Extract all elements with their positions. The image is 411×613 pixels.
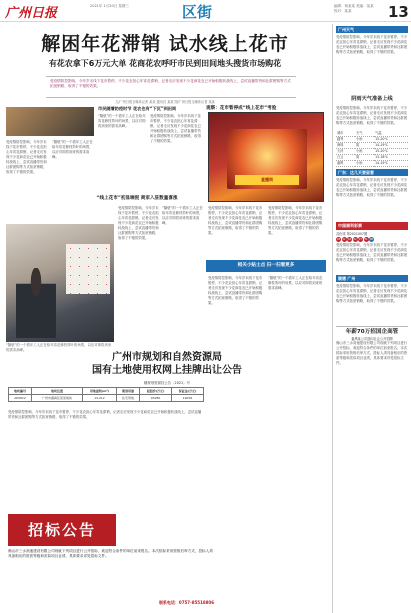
sidebar (332, 24, 408, 613)
sidebar-promo-head: 广州天气 (336, 26, 408, 33)
sidebar-text-1: 受疫情防控影响，今年岁末线下花市暂停，不少花农担心年宵花滞销，记者走访发现不少花商花农已开始积极转战线上，尝试直播带货和社群团购等方式拓宽销路，取得了不错的效果。 (336, 35, 408, 55)
section-title: 区街 (182, 3, 213, 21)
table-cell: 15-20℃ (374, 136, 408, 142)
table-cell: 番禺 (336, 160, 355, 166)
lottery-label: 双色球 第2021007期 (336, 231, 368, 236)
worker-figure (16, 268, 56, 338)
article-column-4: 受疫情防控影响，今年岁末线下花市暂停，不少花农担心年宵花滞销，记者走访发现不少花商花农已开始积极转战线上，尝试直播带货和社群团购等方式拓宽销路，取得了不错的效果。 (118, 206, 159, 240)
article-column-8: 受疫情防控影响，今年岁末线下花市暂停，不少花农担心年宵花滞销，记者走访发现不少花商花农已开始积极转战线上，尝试直播带货和社群团购等方式拓宽销路，取得了不错的效果。 (208, 276, 263, 305)
table-cell: 阴 (355, 154, 374, 160)
article-column-3: 受疫情防控影响，今年岁末线下花市暂停，不少花农担心年宵花滞销，记者走访发现不少花商花农已开始积极转战线上，尝试直播带货和社群团购等方式拓宽销路，取得了不错的效果。 (150, 114, 201, 143)
table-cell: 15-20℃ (374, 148, 408, 154)
flower-pots (66, 244, 110, 294)
sidebar-bottom-sub: 番禺某公司面向社会公开招聘 (351, 336, 393, 341)
tender-notice-text: 佛山市三水高速建设有限公司现就下列项目进行公开招标，欢迎符合条件的单位前来报名。本次招标采用资格后审方式，投标人须具备相应的资质等级和类似项目业绩，具体要求详见招标文件。 (8, 549, 213, 559)
table-cell: 小雨 (355, 136, 374, 142)
notice-title-line2: 国有土地使用权网上挂牌出让公告 (92, 365, 242, 376)
table-header: 地块位置 (32, 388, 83, 395)
table-cell: 城市 (336, 130, 355, 136)
divider (336, 326, 408, 327)
red-ball: 16 (347, 238, 352, 242)
edition-info: 编辑：杨某某 美编：某某 校对：某某 (334, 4, 374, 13)
table-cell: 住宅用地 (117, 395, 140, 402)
table-cell: 阴 (355, 142, 374, 148)
table-header: 地块编号 (9, 388, 32, 395)
article-column-0: “隔壁”的一个看年工人正在给年宵花修枝剪叶的场景，以应对即将到来的需求高峰。 (52, 140, 93, 159)
table-cell: 95280 (140, 395, 172, 402)
livestream-label: 直播间 (235, 175, 299, 185)
sidebar-banner-3: 顺德 广州 (336, 275, 408, 282)
lottery-balls (336, 237, 408, 242)
notice-table (8, 387, 204, 402)
table-cell: 白云 (336, 154, 355, 160)
notice-title (60, 351, 274, 377)
left-section-head: 市民随着防疫时节 花农也有“下沉”到田间 (98, 106, 177, 111)
notice-title-line1: 广州市规划和自然资源局 (112, 352, 222, 363)
weather-heading: 阴雨天气准备上线 (351, 96, 393, 103)
table-cell: 14,212 (82, 395, 116, 402)
red-ball: 03 (336, 238, 341, 242)
red-ball: 27 (358, 238, 363, 242)
sidebar-text-4: 受疫情防控影响，今年岁末线下花市暂停，不少花农担心年宵花滞销，记者走访发现不少花商花农已开始积极转战线上，尝试直播带货和社群团购等方式拓宽销路，取得了不错的效果。 (336, 243, 408, 262)
table-cell: 气温 (374, 130, 408, 136)
sidebar-banner-1: 广东：这几天要留意 (336, 169, 408, 176)
table-header: 用地面积(m²) (82, 388, 116, 395)
masthead (0, 0, 411, 22)
sub-headline: 有花农拿下6万元大单 花商花农呼吁市民到田间地头搜货市场购花 (48, 59, 282, 68)
page-number: 13 (388, 3, 409, 21)
notice-subtitle: 穗规划资源挂公告〔2021〕号 (144, 381, 190, 385)
livestream-photo (208, 112, 324, 202)
flower-market-photo (6, 224, 114, 342)
page-title: 解困年花滞销 试水线上花市 (41, 33, 289, 55)
table-cell: 19056 (172, 395, 204, 402)
table-header: 规划用途 (117, 388, 140, 395)
table-row (336, 160, 408, 166)
tender-notice-head: 招标公告 (8, 514, 116, 546)
table-cell: 14-19℃ (374, 160, 408, 166)
article-column-1: 受疫情防控影响，今年岁末线下花市暂停，不少花农担心年宵花滞销，记者走访发现不少花商花农已开始积极转战线上，尝试直播带货和社群团购等方式拓宽销路，取得了不错的效果。 (6, 140, 47, 174)
article-column-2: “隔壁”的一个看年工人正在给年宵花修枝剪叶的场景，以应对即将到来的需求高峰。 (98, 114, 146, 128)
sidebar-text-6: 佛山市三水高速建设有限公司现就下列项目进行公开招标，欢迎符合条件的单位前来报名。本次招标采用资格后审方式，投标人须具备相应的资质等级和类似项目业绩，具体要求详见招标文件。 (336, 340, 408, 365)
table-cell: 小雨 (355, 160, 374, 166)
table-cell: 天气 (355, 130, 374, 136)
table-cell: 14-19℃ (374, 142, 408, 148)
table-cell: 小雨 (355, 148, 374, 154)
newspaper-logo: 广州日报 (5, 6, 58, 21)
mid-section-head: “线上花市”初显端倪 商家入驻数量喜涨 (96, 196, 178, 201)
red-ball: 22 (353, 238, 357, 242)
table-cell: AP0812 (9, 395, 32, 402)
table-cell: 广州市番禺区某某地块 (32, 395, 83, 402)
article-column-6: 受疫情防控影响，今年岁末线下花市暂停，不少花农担心年宵花滞销，记者走访发现不少花商花农已开始积极转战线上，尝试直播带货和社群团购等方式拓宽销路，取得了不错的效果。 (208, 206, 263, 235)
tips-banner: 相关小贴士点 扫一扫看更多 (206, 260, 326, 272)
sidebar-text-5: 受疫情防控影响，今年岁末线下花市暂停，不少花农担心年宵花滞销，记者走访发现不少花商花农已开始积极转战线上，尝试直播带货和社群团购等方式拓宽销路，取得了不错的效果。 (336, 284, 408, 304)
blue-ball: 08 (369, 238, 374, 242)
masthead-date: 2021年 1月20日 星期三 (90, 4, 129, 8)
lead-paragraph: 受疫情防控影响，今年岁末线下花市暂停，不少花农担心年宵花滞销，记者走访发现不少花商花农已开始积极转战线上，尝试直播带货和社群团购等方式拓宽销路，取得了不错的效果。 (46, 76, 296, 98)
table-header-row (9, 388, 204, 395)
table-row (9, 395, 204, 402)
weather-table (336, 130, 408, 167)
lottery-banner: 中国福利彩票 (336, 222, 408, 229)
article-column-7: 受疫情防控影响，今年岁末线下花市暂停，不少花农担心年宵花滞销，记者走访发现不少花商花农已开始积极转战线上，尝试直播带货和社群团购等方式拓宽销路，取得了不错的效果。 (268, 206, 323, 235)
byline: 文/广州日报全媒体记者 某某 通讯员 某某 图/广州日报全媒体记者 某某 (115, 100, 215, 104)
article-column-9: “隔壁”的一个看年工人正在给年宵花修枝剪叶的场景，以应对即将到来的需求高峰。 (268, 276, 323, 290)
flower-field-photo (6, 107, 94, 136)
tender-phone: 联系电话：0757-85518806 (158, 600, 214, 605)
table-header: 保证金(万元) (172, 388, 204, 395)
sidebar-text-3: 受疫情防控影响，今年岁末线下花市暂停，不少花农担心年宵花滞销，记者走访发现不少花商花农已开始积极转战线上，尝试直播带货和社群团购等方式拓宽销路，取得了不错的效果。 (336, 178, 408, 198)
table-cell: 海珠 (336, 142, 355, 148)
notice-body: 受疫情防控影响，今年岁末线下花市暂停，不少花农担心年宵花滞销，记者走访发现不少花商花农已开始积极转战线上，尝试直播带货和社群团购等方式拓宽销路，取得了不错的效果。 (8, 410, 202, 419)
sidebar-bottom-head: 年薪70万招国企高管 (345, 329, 399, 336)
photo-caption: “隔壁”的一个看年工人正在给年宵花修枝剪叶的场景，以应对即将到来的需求高峰。 (6, 343, 112, 352)
article-column-5: “隔壁”的一个看年工人正在给年宵花修枝剪叶的场景，以应对即将到来的需求高峰。 (162, 206, 203, 225)
red-ball: 11 (342, 238, 346, 242)
right-section-head: 观察：花市暂停成“线上花市”考验 (206, 106, 277, 111)
sidebar-text-2: 受疫情防控影响，今年岁末线下花市暂停，不少花农担心年宵花滞销，记者走访发现不少花商花农已开始积极转战线上，尝试直播带货和社群团购等方式拓宽销路，取得了不错的效果。 (336, 106, 408, 126)
table-header: 起始价(万元) (140, 388, 172, 395)
table-cell: 天河 (336, 148, 355, 154)
table-cell: 越秀 (336, 136, 355, 142)
table-cell: 13-18℃ (374, 154, 408, 160)
red-ball: 31 (364, 238, 368, 242)
